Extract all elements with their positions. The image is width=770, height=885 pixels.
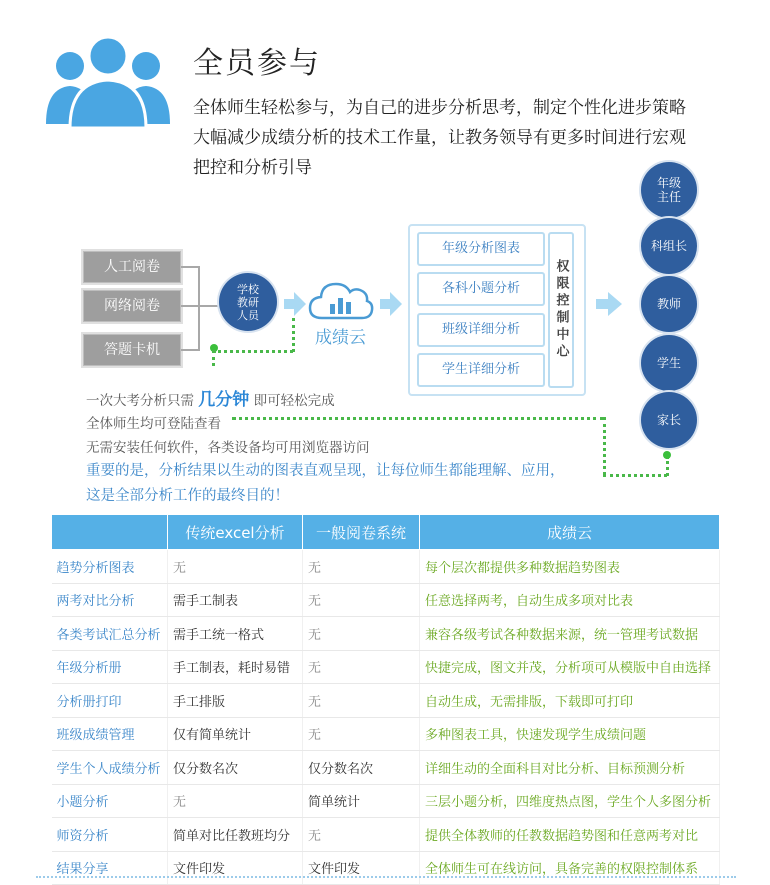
- dotted-connector: [666, 456, 669, 476]
- cloud-chart-icon: [308, 278, 374, 322]
- role-label: 教师: [656, 297, 681, 311]
- table-cell-cloud: 三层小题分析，四维度热点图，学生个人多图分析: [420, 784, 720, 818]
- arrow-right-icon: [284, 292, 306, 316]
- table-cell-general: 无: [303, 617, 420, 651]
- table-header: 传统excel分析: [168, 515, 303, 550]
- analysis-item-student-detail: 学生详细分析: [417, 353, 545, 387]
- arrow-right-icon: [380, 292, 402, 316]
- analysis-item-subject-questions: 各科小题分析: [417, 272, 545, 306]
- description-line-2: 大幅减少成绩分析的技术工作量，让教务领导有更多时间进行宏观: [193, 128, 686, 148]
- role-parent: [641, 392, 697, 448]
- table-cell-cloud: 全体师生可在线访问，具备完善的权限控制体系: [420, 851, 720, 885]
- table-cell-excel: 无: [168, 550, 303, 584]
- arrow-right-icon: [596, 292, 622, 316]
- comparison-table: [51, 514, 720, 885]
- connector-line: [198, 266, 200, 351]
- dotted-connector: [292, 318, 295, 352]
- table-cell-general: 无: [303, 650, 420, 684]
- table-row: [52, 617, 720, 651]
- school-staff-label: 学校 教研 人员: [237, 282, 259, 322]
- table-cell-general: 无: [303, 818, 420, 852]
- permission-control-center: 权限控制中心: [548, 232, 574, 388]
- table-cell-general: 无: [303, 684, 420, 718]
- table-cell-general: 简单统计: [303, 784, 420, 818]
- table-cell-feature: 小题分析: [52, 784, 168, 818]
- bottom-divider: [36, 876, 736, 878]
- note-text: 一次大考分析只需: [86, 393, 194, 409]
- input-online-grading: 网络阅卷: [83, 290, 181, 322]
- table-cell-cloud: 兼容各级考试各种数据来源，统一管理考试数据: [420, 617, 720, 651]
- table-cell-cloud: 自动生成，无需排版，下载即可打印: [420, 684, 720, 718]
- note-line-4: 重要的是，分析结果以生动的图表直观呈现，让每位师生都能理解、应用，: [86, 463, 565, 479]
- table-cell-feature: 班级成绩管理: [52, 717, 168, 751]
- dotted-connector: [232, 417, 604, 420]
- table-cell-feature: 学生个人成绩分析: [52, 751, 168, 785]
- analysis-item-class-detail: 班级详细分析: [417, 313, 545, 347]
- role-label: 年级 主任: [656, 176, 681, 204]
- table-header: 成绩云: [420, 515, 720, 550]
- analysis-item-grade-charts: 年级分析图表: [417, 232, 545, 266]
- role-grade-director: [641, 162, 697, 218]
- table-row: [52, 784, 720, 818]
- table-cell-cloud: 提供全体教师的任教数据趋势图和任意两考对比: [420, 818, 720, 852]
- role-label: 学生: [656, 356, 681, 370]
- table-cell-general: 无: [303, 717, 420, 751]
- table-cell-feature: 结果分享: [52, 851, 168, 885]
- page-title: 全员参与: [193, 46, 321, 81]
- school-staff-node: [219, 273, 277, 331]
- table-cell-cloud: 每个层次都提供多种数据趋势图表: [420, 550, 720, 584]
- table-cell-cloud: 任意选择两考，自动生成多项对比表: [420, 583, 720, 617]
- table-row: [52, 550, 720, 584]
- connector-line: [181, 266, 199, 268]
- table-cell-general: 仅分数名次: [303, 751, 420, 785]
- connector-line: [181, 349, 199, 351]
- note-highlight-minutes: 几分钟: [198, 390, 250, 410]
- table-cell-general: 文件印发: [303, 851, 420, 885]
- table-row: [52, 717, 720, 751]
- table-row: [52, 583, 720, 617]
- note-line-2: 全体师生均可登陆查看: [86, 416, 221, 432]
- input-manual-grading: 人工阅卷: [83, 251, 181, 283]
- role-subject-leader: [641, 218, 697, 274]
- role-teacher: [641, 276, 697, 332]
- table-row: [52, 751, 720, 785]
- table-cell-general: 无: [303, 583, 420, 617]
- dotted-connector: [603, 474, 667, 477]
- connector-dot: [663, 451, 671, 459]
- input-card-reader: 答题卡机: [83, 334, 181, 366]
- table-cell-cloud: 多种图表工具，快速发现学生成绩问题: [420, 717, 720, 751]
- table-cell-general: 无: [303, 550, 420, 584]
- table-row: [52, 818, 720, 852]
- table-cell-excel: 需手工统一格式: [168, 617, 303, 651]
- note-line-3: 无需安装任何软件，各类设备均可用浏览器访问: [86, 440, 370, 456]
- table-cell-excel: 手工制表，耗时易错: [168, 650, 303, 684]
- table-header: 一般阅卷系统: [303, 515, 420, 550]
- table-cell-excel: 仅分数名次: [168, 751, 303, 785]
- cloud-label: 成绩云: [315, 328, 366, 348]
- table-cell-feature: 趋势分析图表: [52, 550, 168, 584]
- table-cell-cloud: 详细生动的全面科目对比分析、目标预测分析: [420, 751, 720, 785]
- table-cell-feature: 两考对比分析: [52, 583, 168, 617]
- table-header-row: [52, 515, 720, 550]
- table-cell-excel: 简单对比任教班均分: [168, 818, 303, 852]
- note-line-1: [86, 385, 335, 410]
- table-cell-cloud: 快捷完成，图文并茂，分析项可从模版中自由选择: [420, 650, 720, 684]
- table-cell-excel: 文件印发: [168, 851, 303, 885]
- table-row: [52, 684, 720, 718]
- table-cell-excel: 手工排版: [168, 684, 303, 718]
- dotted-connector: [213, 350, 293, 353]
- role-label: 家长: [656, 413, 681, 427]
- note-line-5: 这是全部分析工作的最终目的！: [86, 488, 289, 504]
- people-group-icon: [44, 32, 172, 128]
- role-label: 科组长: [650, 239, 687, 253]
- description-line-3: 把控和分析引导: [193, 158, 312, 178]
- table-cell-excel: 仅有简单统计: [168, 717, 303, 751]
- table-cell-feature: 分析册打印: [52, 684, 168, 718]
- table-cell-feature: 师资分析: [52, 818, 168, 852]
- table-row: [52, 650, 720, 684]
- role-student: [641, 335, 697, 391]
- connector-line: [181, 305, 219, 307]
- table-cell-feature: 年级分析册: [52, 650, 168, 684]
- table-cell-excel: 无: [168, 784, 303, 818]
- note-text: 即可轻松完成: [253, 393, 335, 409]
- dotted-connector: [212, 350, 215, 366]
- description-line-1: 全体师生轻松参与，为自己的进步分析思考，制定个性化进步策略: [193, 98, 686, 118]
- table-header: [52, 515, 168, 550]
- dotted-connector: [603, 417, 606, 475]
- table-row: [52, 851, 720, 885]
- table-cell-excel: 需手工制表: [168, 583, 303, 617]
- table-cell-feature: 各类考试汇总分析: [52, 617, 168, 651]
